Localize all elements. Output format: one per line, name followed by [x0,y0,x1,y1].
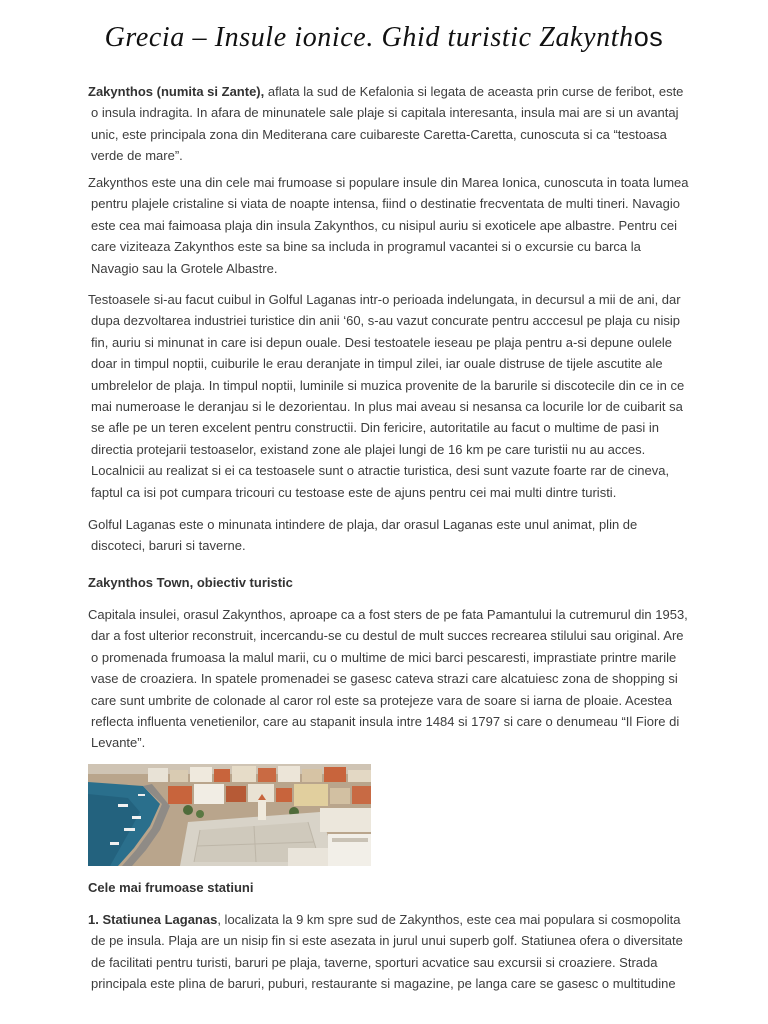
paragraph-line: Golful Laganas este o minunata intindere de plaja, dar orasul Laganas este unul animat, plin de [88,517,638,532]
paragraph-line: de facilitati pentru turisti, baruri pe plaja, taverne, sporturi acvatice sau excursii si croaziere. Strada [91,954,658,970]
paragraph-laganas-resort [88,909,703,995]
intro-lead: Zakynthos (numita si Zante), [88,84,265,99]
paragraph-line: Levante”. [91,735,146,751]
paragraph-line: o insula indragita. In afara de minunatele sale plaje si capitala interesanta, insula mai are si un avantaj [91,105,679,121]
paragraph-line: directia protejarii testoaselor, existand zone ale plajei lungi de 16 km pe care turistii nu au acces. [91,441,646,457]
paragraph-laganas-bay [88,514,703,557]
paragraph-line: care sunt umbrite de colonade al caror rol este sa protejeze vara de soare si iarna de ploaie. Acestea [91,692,673,708]
page-title-tail: os [633,22,664,52]
paragraph-line: se afle pe un teren excelent pentru constructii. Din fericire, autoritatile au facut o multime de pasi in [91,420,659,436]
paragraph-navagio [88,172,703,279]
paragraph-line: principala este plina de baruri, puburi, restaurante si magazine, pe langa care se gasesc o multitudine [91,976,676,992]
paragraph-line: faptul ca isi pot cumpara tricouri cu testoase este de ajuns pentru cei mai multi dintre turisti. [91,484,617,500]
paragraph-line: Testoasele si-au facut cuibul in Golful Laganas intr-o perioada indelungata, in decursul a mii de ani, dar [88,292,681,307]
page-title [0,22,768,54]
paragraph-line: care viziteaza Zakynthos este sa bine sa includa in programul vacantei si o excursie cu barca la [91,239,641,255]
paragraph-line: fin, auriu si minunat in care isi depun ouale. Desi testoatele ieseau pe plaja pentru a-si depune oulele [91,334,673,350]
paragraph-intro [88,81,703,167]
paragraph-capital [88,604,703,754]
paragraph-line: unic, este principala zona din Mediterana care cuibareste Caretta-Caretta, cunoscuta si ca “testoasa [91,126,667,142]
page-title-main: Grecia – Insule ionice. Ghid turistic Zakynth [104,22,634,53]
paragraph-line: este cea mai faimoasa plaja din insula Zakynthos, cu nisipul auriu si exoticele ape albastre. Pentru cei [91,217,678,233]
paragraph-line: reflecta influenta venetienilor, care au stapanit insula intre 1484 si 1797 si care o denumeau “Il Fiore di [91,714,680,730]
resort-lead: 1. Statiunea Laganas [88,912,218,927]
paragraph-turtles [88,289,703,503]
paragraph-line: de pe insula. Plaja are un nisip fin si este asezata in jurul unui superb golf. Statiunea ofera o diversitate [91,933,683,949]
paragraph-line: 1. Statiunea Laganas, localizata la 9 km spre sud de Zakynthos, este cea mai populara si cosmopolita [88,912,681,927]
paragraph-line: Zakynthos este una din cele mai frumoase si populare insule din Marea Ionica, cunoscuta in toata lumea [88,175,689,190]
paragraph-line: Capitala insulei, orasul Zakynthos, aproape ca a fost sters de pe fata Pamantului la cutremurul din 1953, [88,607,688,622]
paragraph-line: Localnicii au realizat si ei ca testoasele sunt o atractie turistica, desi sunt vazute foarte rar de cineva, [91,463,670,479]
paragraph-line: doar in timpul noptii, cuiburile le erau deranjate in timpul zilei, iar ouale distruse de tijele ascutite ale [91,356,663,372]
zakynthos-town-photo [88,764,371,866]
paragraph-line: umbrelelor de plaja. In timpul noptii, luminile si muzica provenite de la barurile si discotecile din ce in ce [91,377,685,393]
section-heading-resorts: Cele mai frumoase statiuni [88,880,254,895]
paragraph-line: Navagio sau la Grotele Albastre. [91,260,278,276]
paragraph-line: verde de mare”. [91,148,183,164]
paragraph-line: mai numeroase le deranjau si le dezorientau. In plus mai aveau si nesansa ca locurile lor de cuibarit sa [91,399,683,415]
paragraph-line: Zakynthos (numita si Zante), aflata la sud de Kefalonia si legata de aceasta prin curse de feribot, este [88,84,684,99]
paragraph-line: vase de croaziera. In spatele promenadei se gasesc cateva strazi care alcatuiesc zona de shopping si [91,671,678,687]
paragraph-line: dupa dezvoltarea industriei turistice din anii ‘60, s-au vazut concurate pentru acccesul pe plaja cu nisip [91,313,680,329]
paragraph-line: discoteci, baruri si taverne. [91,538,246,554]
paragraph-line: dar a fost ulterior reconstruit, incercandu-se cu destul de mult succes recrearea stilului sau original. Are [91,628,684,644]
paragraph-line: pentru plajele cristaline si viata de noapte intensa, fiind o destinatie frecventata de multi tineri. Navagio [91,196,680,212]
paragraph-line: o promenada frumoasa la malul marii, cu o multime de mici barci pescaresti, imprastiate printre marile [91,649,677,665]
section-heading-zakynthos-town: Zakynthos Town, obiectiv turistic [88,575,293,590]
